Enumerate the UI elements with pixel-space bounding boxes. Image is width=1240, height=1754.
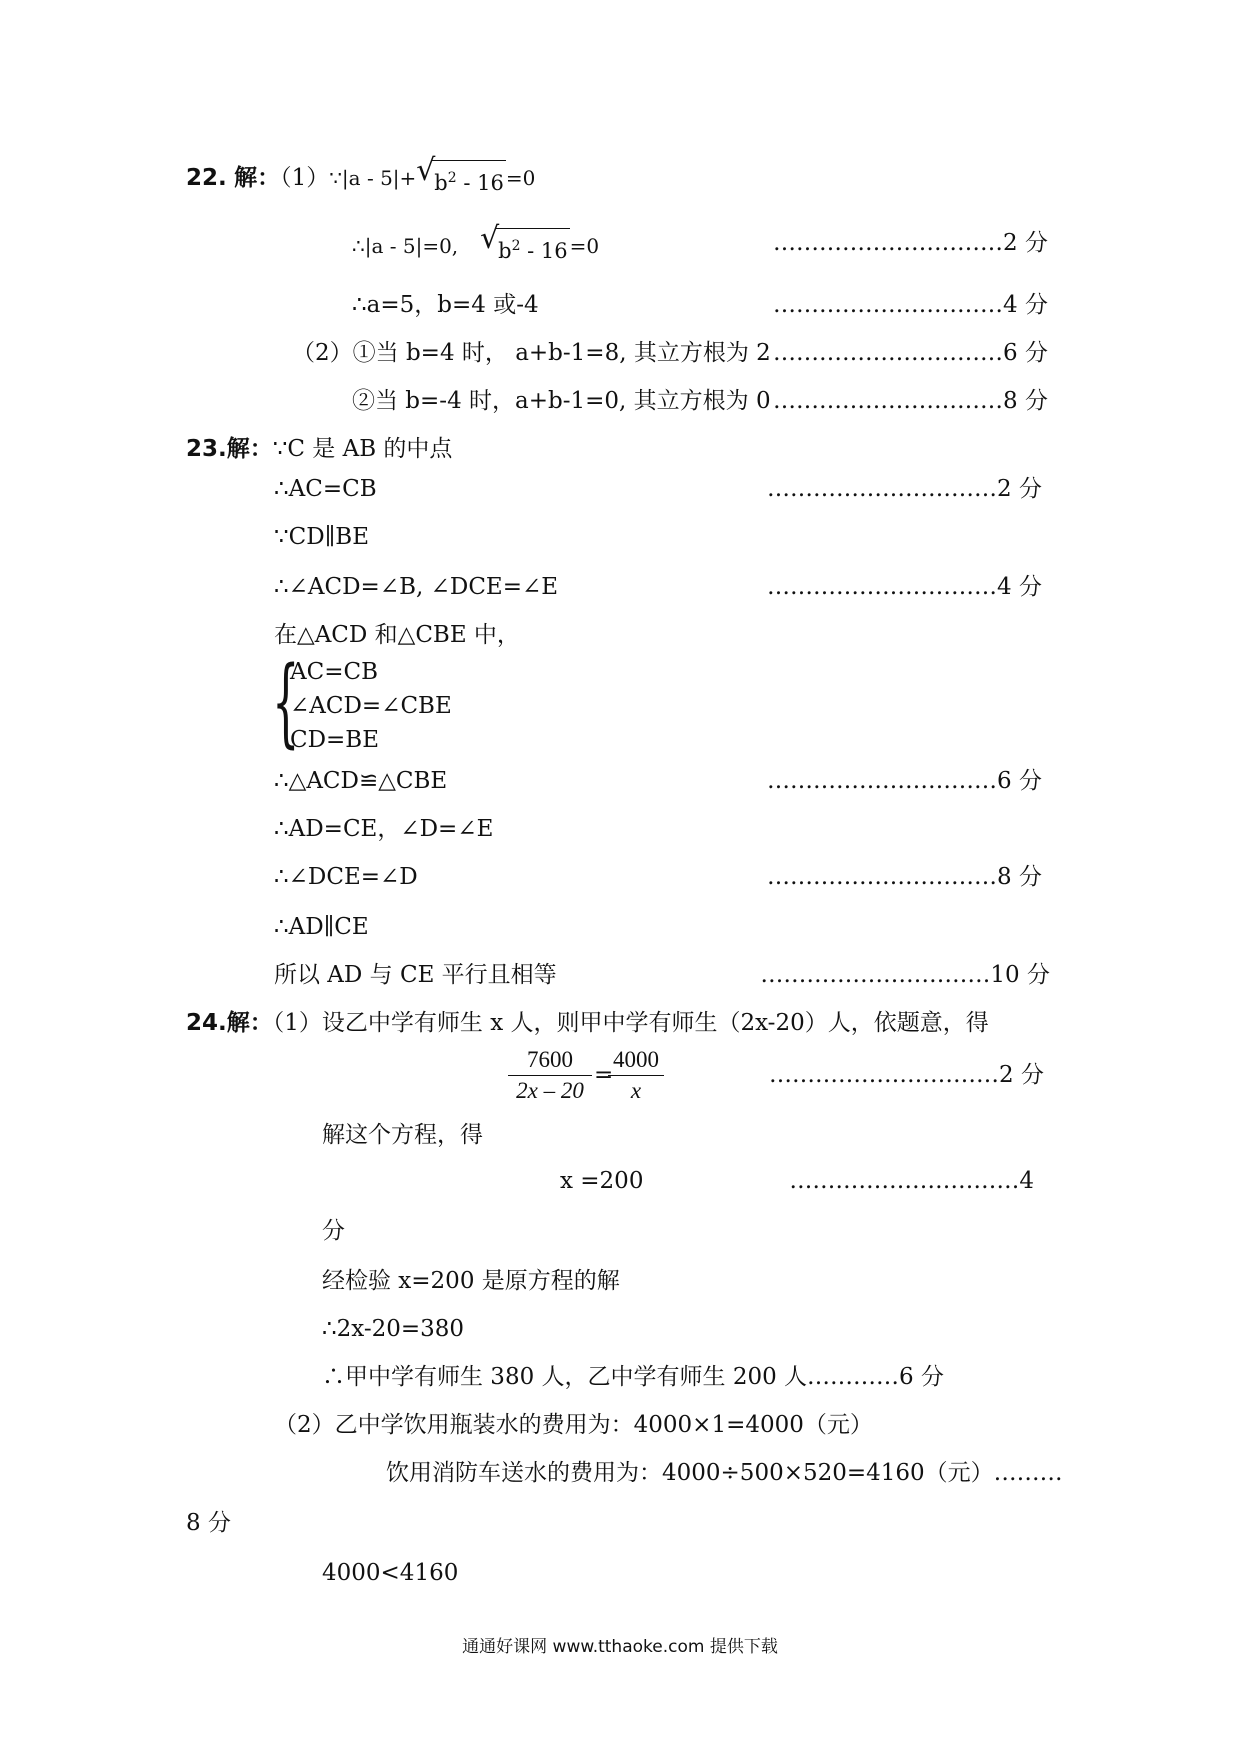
q23-line-4: ∴∠ACD=∠B, ∠DCE=∠E: [274, 574, 559, 600]
q24-line-1: [186, 1008, 989, 1038]
q24-line-5: ∴2x-20=380: [322, 1316, 465, 1342]
q22-line-4: （2）①当 b=4 时， a+b-1=8, 其立方根为 2: [292, 340, 771, 366]
q24-frac2-denominator: x: [630, 1078, 642, 1103]
q23-brace-line-3: CD=BE: [290, 727, 380, 753]
q23-given: ∵C 是 AB 的中点: [272, 436, 453, 462]
q24-line-3: x =200: [560, 1168, 644, 1194]
q24-line-2: 解这个方程，得: [322, 1122, 483, 1148]
q22-number: 22.: [186, 165, 227, 191]
q24-frac2-numerator: 4000: [608, 1045, 664, 1076]
q22-line-1: [186, 153, 536, 198]
q22-line-5: ②当 b=-4 时，a+b-1=0, 其立方根为 0: [352, 388, 771, 414]
q24-equals: =: [594, 1062, 614, 1088]
q22-part1-label: （1）: [280, 165, 330, 191]
q24-frac1-numerator: 7600: [508, 1045, 592, 1076]
q23-score-2: …………………………2 分: [767, 476, 1042, 502]
q23-brace-line-1: AC=CB: [290, 659, 378, 685]
q23-line-1: [186, 434, 452, 464]
q23-brace: {: [272, 646, 300, 758]
q23-line-9: ∴AD∥CE: [274, 914, 369, 940]
q23-score-4: …………………………4 分: [767, 574, 1042, 600]
q22-eq1-pre: ∵|a - 5|+: [329, 166, 417, 190]
q24-line-6: ∴甲中学有师生 380 人，乙中学有师生 200 人…………6 分: [322, 1364, 944, 1390]
q24-line-9: 4000<4160: [322, 1560, 459, 1586]
q23-score-8: …………………………8 分: [767, 864, 1042, 890]
q23-line-8: ∴∠DCE=∠D: [274, 864, 418, 890]
q23-line-3: ∵CD∥BE: [274, 524, 369, 550]
q23-line-6: ∴△ACD≌△CBE: [274, 768, 448, 794]
q23-line-5: 在△ACD 和△CBE 中，: [274, 622, 520, 648]
q22-eq1-post: =0: [505, 166, 536, 190]
q24-score-4-unit: 分: [322, 1218, 345, 1244]
q24-fraction-left: [508, 1045, 592, 1106]
q24-score-4: …………………………4: [789, 1168, 1034, 1194]
q23-line-2: ∴AC=CB: [274, 476, 377, 502]
q24-solve-label: 解：: [226, 1009, 273, 1036]
q24-frac1-denominator: 2x – 20: [516, 1078, 584, 1103]
q22-score-2: …………………………2 分: [773, 230, 1048, 256]
q22-line-3: ∴a=5，b=4 或-4: [352, 292, 539, 318]
q24-line-8-unit: 8 分: [186, 1510, 231, 1536]
q24-fraction-right: [608, 1045, 664, 1106]
q23-line-7: ∴AD=CE，∠D=∠E: [274, 816, 494, 842]
q22-eq2-pre: ∴|a - 5|=0,: [352, 234, 459, 258]
q24-line-7: （2）乙中学饮用瓶装水的费用为：4000×1=4000（元）: [274, 1412, 873, 1438]
q22-eq1-sqrt: √ $b^2 - 16$: [416, 160, 506, 198]
q24-number: 24.: [186, 1010, 227, 1036]
q23-score-10: …………………………10 分: [760, 962, 1050, 988]
q24-setup: （1）设乙中学有师生 x 人，则甲中学有师生（2x-20）人，依题意，得: [272, 1010, 989, 1036]
footer-source: 通通好课网 www.tthaoke.com 提供下载: [462, 1637, 778, 1657]
q24-line-4: 经检验 x=200 是原方程的解: [322, 1268, 620, 1294]
q22-score-4: …………………………4 分: [773, 292, 1048, 318]
q23-line-10: 所以 AD 与 CE 平行且相等: [274, 962, 557, 988]
q23-score-6: …………………………6 分: [767, 768, 1042, 794]
q24-score-2: …………………………2 分: [769, 1062, 1044, 1088]
q23-solve-label: 解：: [226, 435, 273, 462]
q23-brace-line-2: ∠ACD=∠CBE: [290, 693, 452, 719]
q22-score-8: …………………………8 分: [773, 388, 1048, 414]
q23-number: 23.: [186, 436, 227, 462]
q22-line-2: [352, 221, 600, 266]
q22-solve-label: 解：: [234, 164, 281, 191]
q22-score-6: …………………………6 分: [773, 340, 1048, 366]
q24-line-8: 饮用消防车送水的费用为：4000÷500×520=4160（元）………: [386, 1460, 1063, 1486]
q22-eq2-sqrt: √ $b^2 - 16$: [480, 228, 570, 266]
q22-eq2-post: =0: [569, 234, 600, 258]
